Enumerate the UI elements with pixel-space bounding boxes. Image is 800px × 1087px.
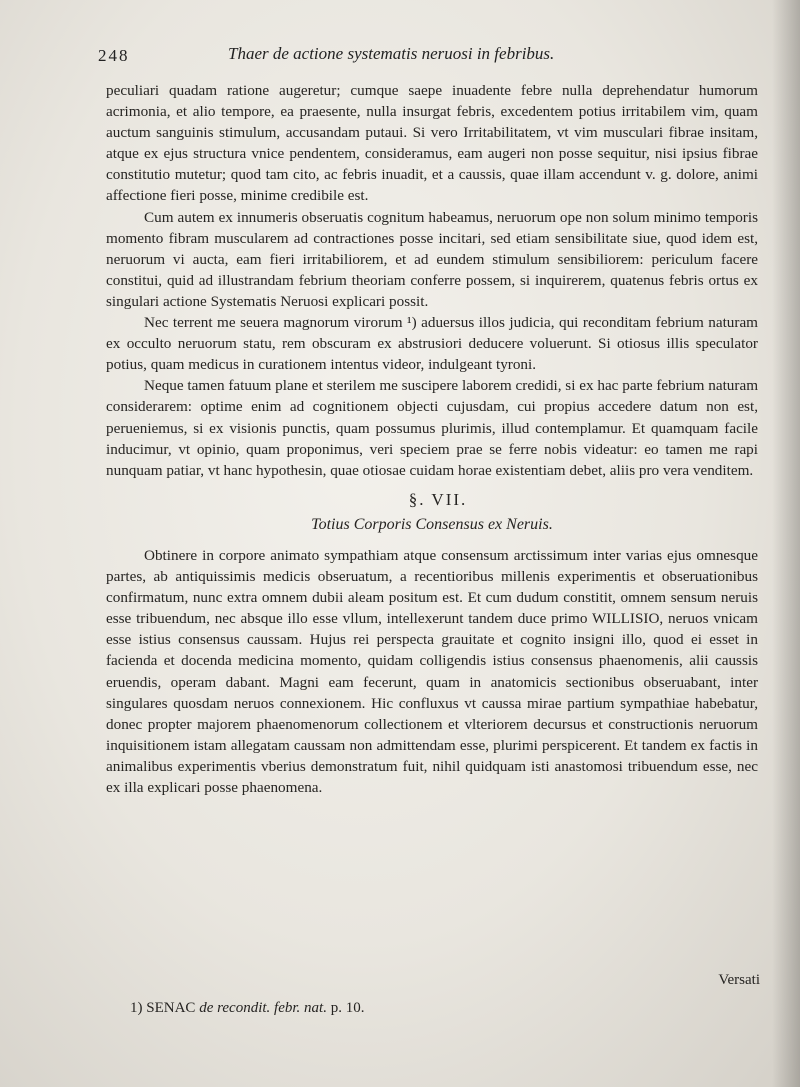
catchword: Versati xyxy=(718,972,760,988)
section-paragraph: Obtinere in corpore animato sympathiam atque consensum arctissimum inter varias ejus omnesque partes, ab antiquissimis medicis obseruatum, a recentioribus millenis experimentis et obseruationibus confirmatum, nunc extra omnem dubii aleam positum est. Et cum dudum constitit, omnem sensum neruis esse tribuendum, nec absque illo esse vllum, intellexerunt tandem duce primo WILLISIO, neruos vnicam esse istius consensus caussam. Hujus rei perspecta grauitate et cognito insigni illo, quod ei esset in facienda et docenda medicina momento, quidam colligendis istius consensus phaenomenis, alii caussis eruendis, operam dabant. Magni eam fecerunt, quam in anatomicis sectionibus obseruabant, inter singulares quosdam neruos connexionem. Hic confluxus vt caussa mirae partium sympathiae habebatur, donec propter majorem phaenomenorum collectionem et vlteriorem decursus et constructionis neruorum inquisitionem istam allegatam caussam non admittendam esse, plurimi perspicerent. Et tandem ex factis in animalibus experimentis vberius demonstratum fuit, nihil quidquam isti anastomosi tribuendum esse, nec ex illa explicari posse phaenomena. xyxy=(106,546,758,796)
page-edge-shadow xyxy=(772,0,800,1087)
footnote-author: SENAC xyxy=(146,1000,196,1016)
paragraph-2: Cum autem ex innumeris obseruatis cognitum habeamus, neruorum ope non solum minimo temporis momento fibram muscularem ad contractiones posse incitari, sed etiam sensibilitate siue, quod idem est, neruorum vi aucta, eam fieri irritabiliorem, et ad eundem stimulum sensibiliorem: periculum facere constitui, quid ad illustrandam febrium theoriam conferre possem, si inquirerem, quatenus febris ortus ex singulari actione Systematis Neruosi explicari possit. xyxy=(106,208,758,310)
page-header xyxy=(98,44,778,74)
section-title: Totius Corporis Consensus ex Neruis. xyxy=(311,515,553,533)
footnote xyxy=(130,1000,364,1017)
paragraph-3: Nec terrent me seuera magnorum virorum ¹) aduersus illos judicia, qui reconditam febrium naturam ex occulto neruorum statu, rem obscuram ex abstrusiori deducere voluerunt. Si otiosus illis speculator potius, quam medicus in curationem intentus videor, indulgeant tyroni. xyxy=(106,314,758,374)
body-text xyxy=(106,80,758,798)
footnote-mark: 1) xyxy=(130,1000,143,1016)
paragraph-1: peculiari quadam ratione augeretur; cumque saepe inuadente febre nulla deprehendatur humorum acrimonia, et alio tempore, ea praesente, nulla insurgat febris, excedentem potius irritabilem vim, quam auctum sanguinis stimulum, accusandam putaui. Si vero Irritabilitatem, vt vim musculari fibrae insitam, atque ex ejus structura vnice pendentem, consideramus, eam augeri non posse sequitur, nisi ipsius fibrae constitutio mutetur; quod tam cito, ac febris inuadit, et a caussis, quae illam accendunt v. g. dolore, animi affectione fieri posse, minime credibile est. xyxy=(106,82,758,205)
section-number: §. VII. xyxy=(408,489,468,509)
footnote-page: p. 10. xyxy=(330,1000,365,1016)
running-head: Thaer de actione systematis neruosi in febribus. xyxy=(228,44,555,63)
footnote-title: de recondit. febr. nat. xyxy=(199,1000,327,1016)
page-number: 248 xyxy=(98,46,130,65)
paragraph-4: Neque tamen fatuum plane et sterilem me suscipere laborem credidi, si ex hac parte febrium naturam considerarem: optime enim ad cognitionem objecti cujusdam, cui propius accedere datum non est, perueniemus, si ex visionis punctis, quam possumus plurimis, illud contemplamur. Et quamquam facile inducimur, vt opinio, quam proponimus, veri speciem prae se ferre nobis videatur: eo tamen me rapi nunquam patiar, vt hanc hypothesin, quae otiosae cuidam horae existentiam debet, aliis pro vera venditem. xyxy=(106,377,759,479)
